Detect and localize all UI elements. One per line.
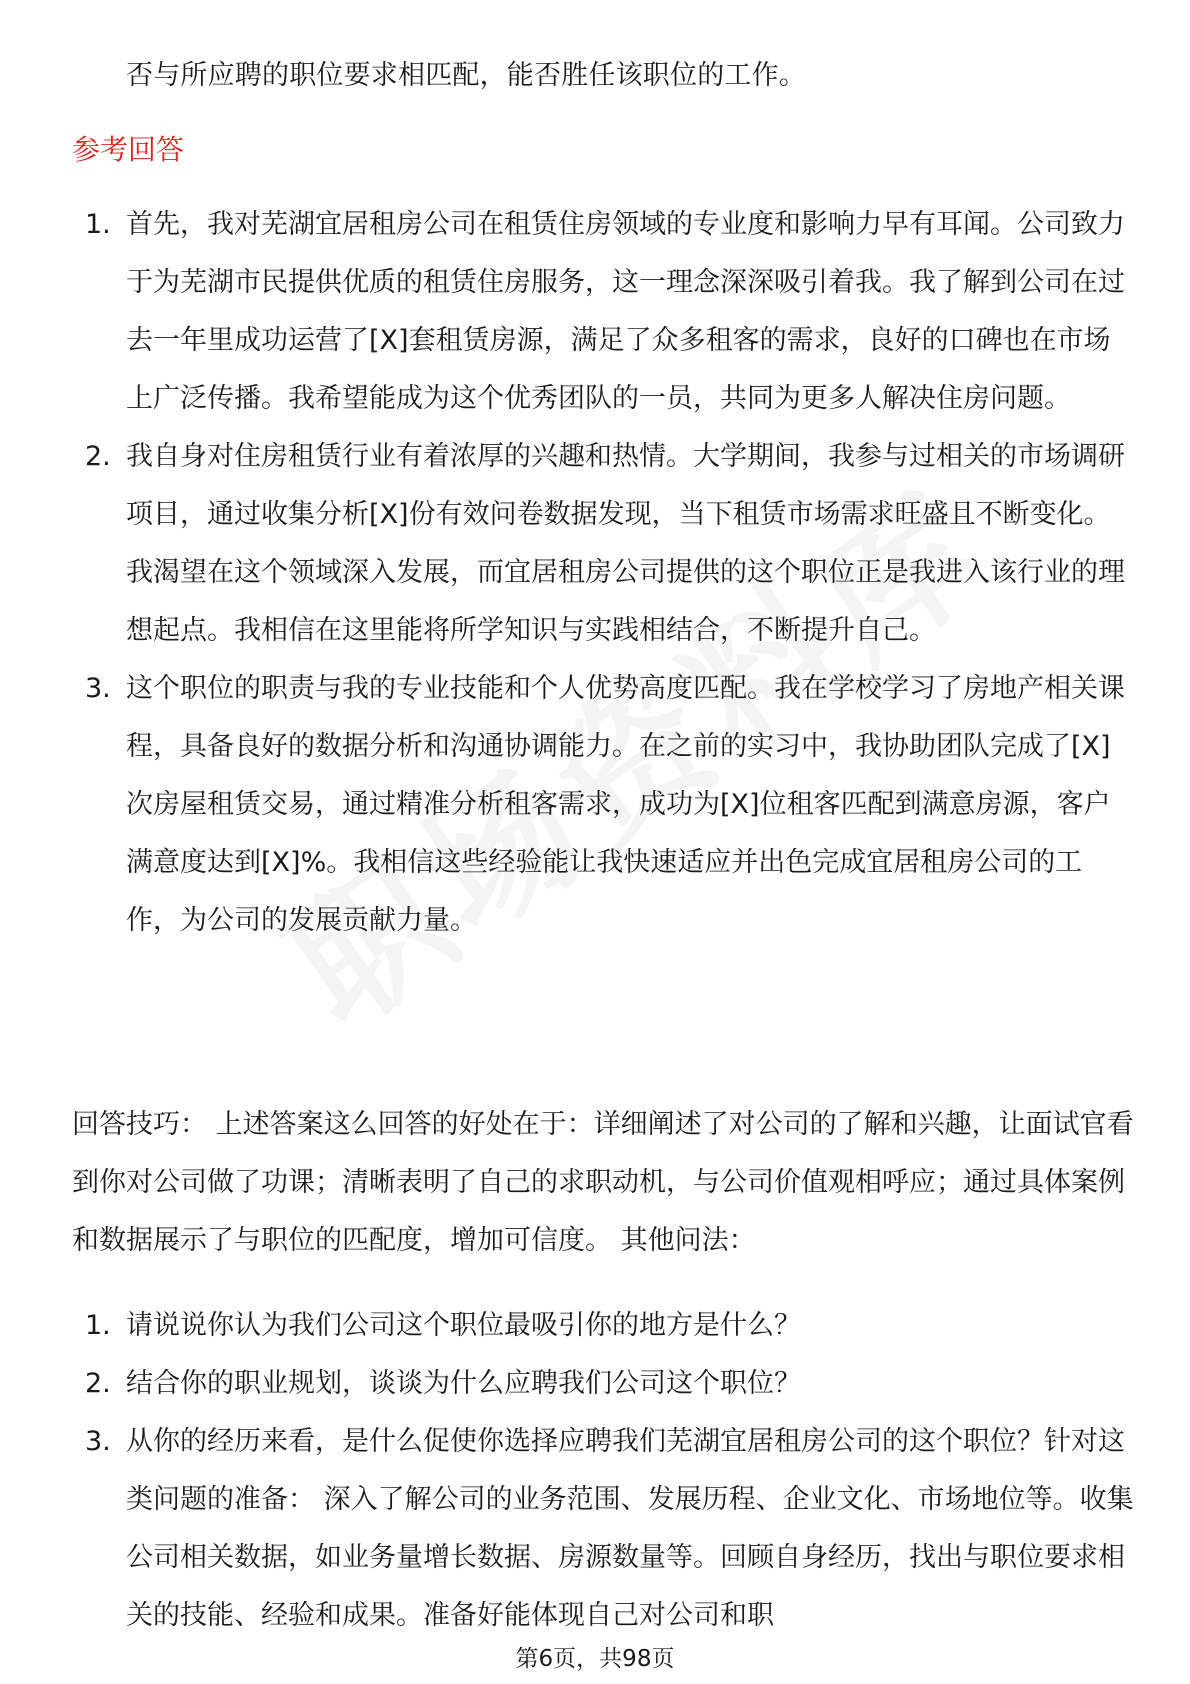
answer-list [0, 196, 1136, 950]
other-question-item [0, 1297, 1136, 1355]
other-question-item [0, 1355, 1136, 1413]
question-text: 结合你的职业规划，谈谈为什么应聘我们公司这个职位？ [126, 1368, 801, 1399]
continued-text: 否与所应聘的职位要求相匹配，能否胜任该职位的工作。 [126, 60, 806, 91]
answer-item [0, 428, 1136, 660]
item-number: 1. [85, 209, 111, 240]
answer-text: 我自身对住房租赁行业有着浓厚的兴趣和热情。大学期间，我参与过相关的市场调研项目，通过收集分析[X]份有效问卷数据发现，当下租赁市场需求旺盛且不断变化。我渴望在这个领域深入发展，而宜居租房公司提供的这个职位正是我进入该行业的理想起点。我相信在这里能将所学知识与实践相结合，不断提升自己。 [126, 441, 1125, 646]
item-number: 2. [85, 1368, 111, 1399]
item-number: 1. [85, 1310, 111, 1341]
answer-text: 这个职位的职责与我的专业技能和个人优势高度匹配。我在学校学习了房地产相关课程，具备良好的数据分析和沟通协调能力。在之前的实习中，我协助团队完成了[X]次房屋租赁交易，通过精准分析租客需求，成功为[X]位租客匹配到满意房源，客户满意度达到[X]%。我相信这些经验能让我快速适应并出色完成宜居租房公司的工作，为公司的发展贡献力量。 [126, 673, 1125, 936]
other-question-item [0, 1413, 1136, 1645]
question-text: 请说说你认为我们公司这个职位最吸引你的地方是什么？ [126, 1310, 801, 1341]
item-number: 3. [85, 673, 111, 704]
answer-text: 首先，我对芜湖宜居租房公司在租赁住房领域的专业度和影响力早有耳闻。公司致力于为芜湖市民提供优质的租赁住房服务，这一理念深深吸引着我。我了解到公司在过去一年里成功运营了[X]套租赁房源，满足了众多租客的需求，良好的口碑也在市场上广泛传播。我希望能成为这个优秀团队的一员，共同为更多人解决住房问题。 [126, 209, 1125, 414]
answer-item [0, 660, 1136, 950]
item-number: 3. [85, 1426, 111, 1457]
answer-item [0, 196, 1136, 428]
reference-answer-heading: 参考回答 [72, 133, 185, 166]
question-text: 从你的经历来看，是什么促使你选择应聘我们芜湖宜居租房公司的这个职位？针对这类问题的准备： 深入了解公司的业务范围、发展历程、企业文化、市场地位等。收集公司相关数据，如业务量增长数据、房源数量等。回顾自身经历，找出与职位要求相关的技能、经验和成果。准备好能体现自己对公司和职 [126, 1426, 1134, 1631]
item-number: 2. [85, 441, 111, 472]
other-questions-list [0, 1297, 1136, 1645]
tips-paragraph: 回答技巧： 上述答案这么回答的好处在于：详细阐述了对公司的了解和兴趣，让面试官看到你对公司做了功课；清晰表明了自己的求职动机，与公司价值观相呼应；通过具体案例和数据展示了与职位的匹配度，增加可信度。 其他问法： [72, 1109, 1134, 1256]
page-number-footer: 第6页，共98页 [515, 1646, 675, 1672]
